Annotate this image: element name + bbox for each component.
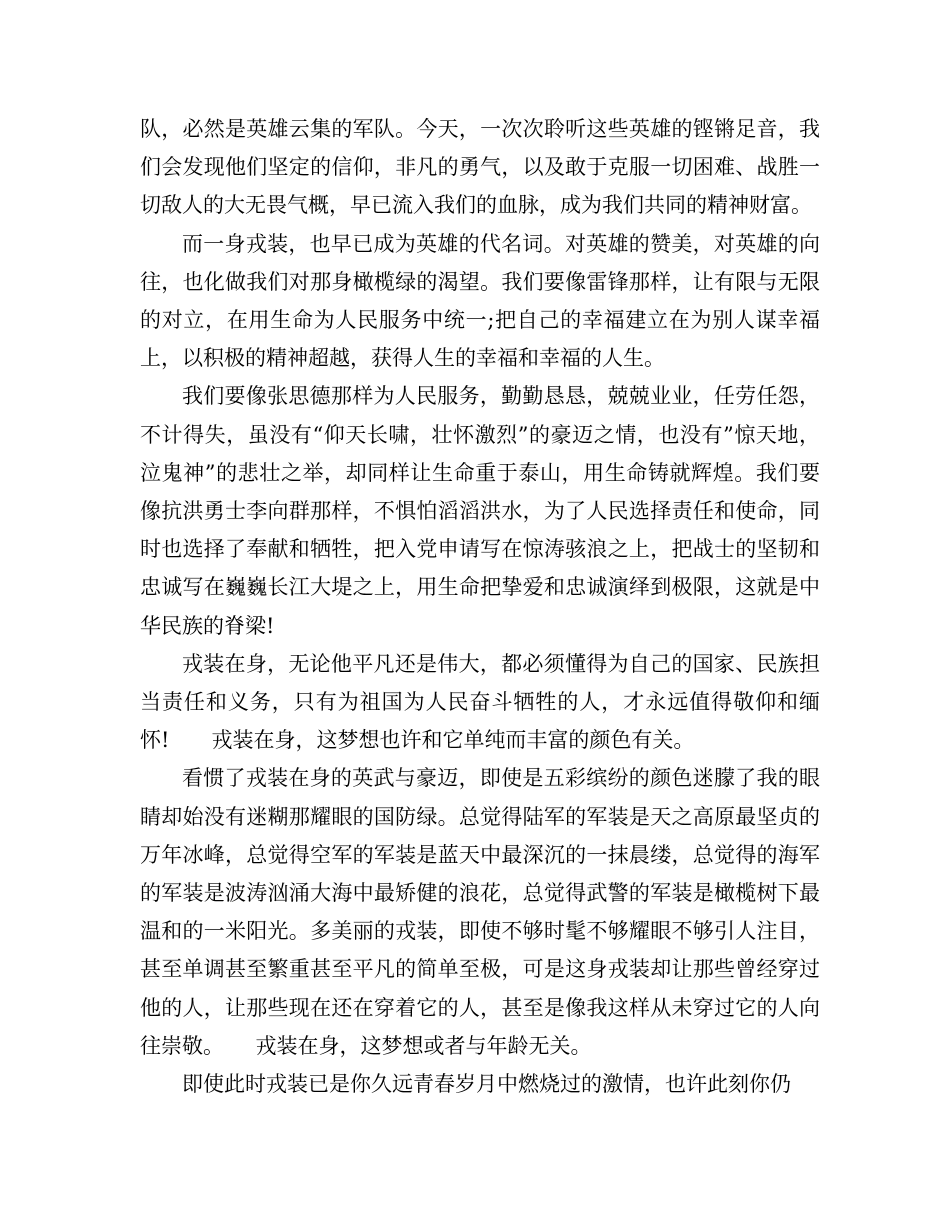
paragraph-5: 看惯了戎装在身的英武与豪迈，即使是五彩缤纷的颜色迷朦了我的眼睛却始没有迷糊那耀眼的国防绿。总觉得陆军的军装是天之高原最坚贞的万年冰峰，总觉得空军的军装是蓝天中最深沉的一抹晨缕，总觉得的海军的军装是波涛汹涌大海中最矫健的浪花，总觉得武警的军装是橄榄树下最温和的一米阳光。多美丽的戎装，即使不够时髦不够耀眼不够引人注目，甚至单调甚至繁重甚至平凡的简单至极，可是这身戎装却让那些曾经穿过他的人，让那些现在还在穿着它的人，甚至是像我这样从未穿过它的人向往崇敬。 戎装在身，这梦想或者与年龄无关。 xyxy=(140,766,820,1058)
paragraph-2: 而一身戎装，也早已成为英雄的代名词。对英雄的赞美，对英雄的向往，也化做我们对那身橄榄绿的渴望。我们要像雷锋那样，让有限与无限的对立，在用生命为人民服务中统一;把自己的幸福建立在为别人谋幸福上，以积极的精神超越，获得人生的幸福和幸福的人生。 xyxy=(140,231,820,371)
paragraph-1: 队，必然是英雄云集的军队。今天，一次次聆听这些英雄的铿锵足音，我们会发现他们坚定的信仰，非凡的勇气，以及敢于克服一切困难、战胜一切敌人的大无畏气概，早已流入我们的血脉，成为我们共同的精神财富。 xyxy=(140,117,820,218)
paragraph-4: 戎装在身，无论他平凡还是伟大，都必须懂得为自己的国家、民族担当责任和义务，只有为祖国为人民奋斗牺牲的人，才永远值得敬仰和缅怀! 戎装在身，这梦想也许和它单纯而丰富的颜色有关。 xyxy=(140,651,820,753)
paragraph-3: 我们要像张思德那样为人民服务，勤勤恳恳，兢兢业业，任劳任怨，不计得失，虽没有“仰天长啸，壮怀激烈”的豪迈之情，也没有”惊天地，泣鬼神”的悲壮之举，却同样让生命重于泰山，用生命铸就辉煌。我们要像抗洪勇士李向群那样，不惧怕滔滔洪水，为了人民选择责任和使命，同时也选择了奉献和牺牲，把入党申请写在惊涛骇浪之上，把战士的坚韧和忠诚写在巍巍长江大堤之上，用生命把挚爱和忠诚演绎到极限，这就是中华民族的脊梁! xyxy=(140,384,820,638)
document-body xyxy=(140,110,820,1103)
paragraph-6: 即使此时戎装已是你久远青春岁月中燃烧过的激情，也许此刻你仍 xyxy=(182,1072,791,1097)
